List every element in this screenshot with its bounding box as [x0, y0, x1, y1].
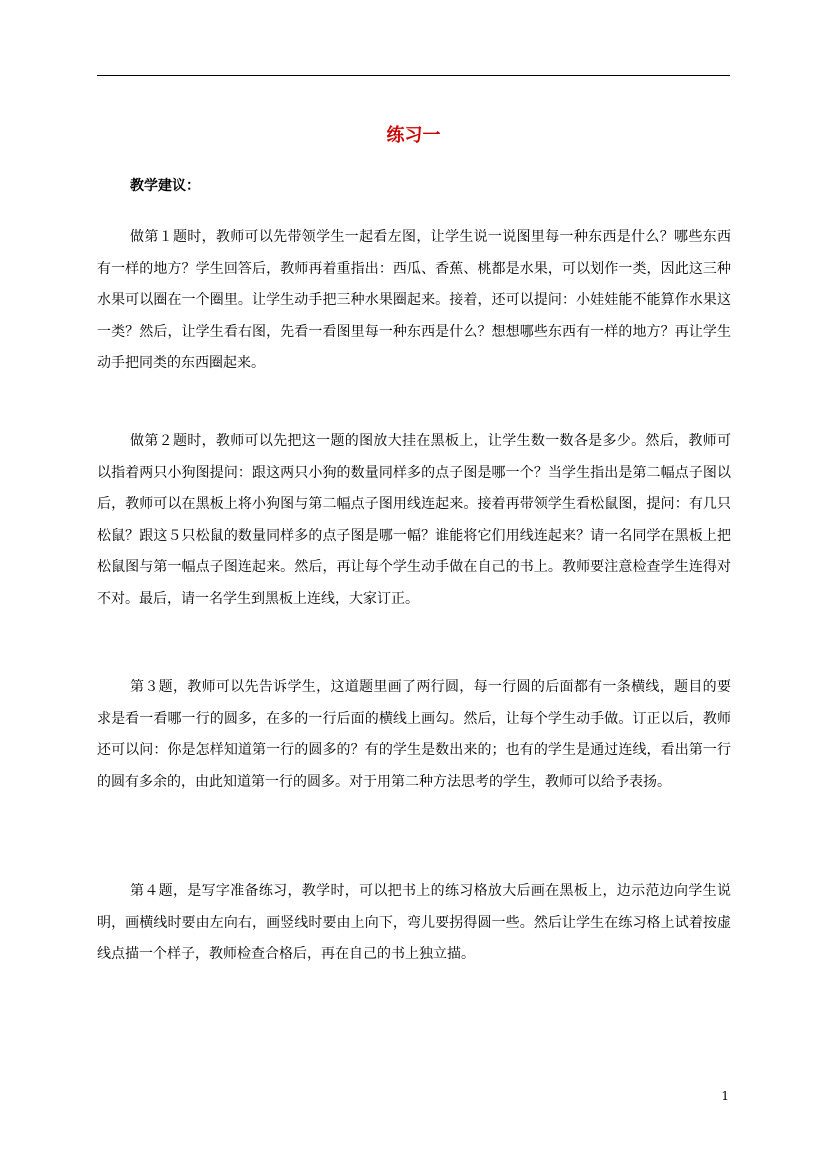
paragraph-exercise-2: 做第２题时，教师可以先把这一题的图放大挂在黑板上，让学生数一数各是多少。然后，教师可以指着两只小狗图提问：跟这两只小狗的数量同样多的点子图是哪一个？当学生指出是第二幅点子图以后，教师可以在黑板上将小狗图与第二幅点子图用线连起来。接着再带领学生看松鼠图，提问：有几只松鼠？跟这５只松鼠的数量同样多的点子图是哪一幅？谁能将它们用线连起来？请一名同学在黑板上把松鼠图与第一幅点子图连起来。然后，再让每个学生动手做在自己的书上。教师要注意检查学生连得对不对。最后，请一名学生到黑板上连线，大家订正。 — [97, 433, 731, 607]
page-title: 练习一 — [386, 125, 441, 146]
page-number: 1 — [721, 1089, 729, 1103]
paragraph-exercise-1: 做第１题时，教师可以先带领学生一起看左图，让学生说一说图里每一种东西是什么？哪些东西有一样的地方？学生回答后，教师再着重指出：西瓜、香蕉、桃都是水果，可以划作一类，因此这三种水果可以圈在一个圈里。让学生动手把三种水果圈起来。接着，还可以提问：小娃娃能不能算作水果这一类？然后，让学生看右图，先看一看图里每一种东西是什么？想想哪些东西有一样的地方？再让学生动手把同类的东西圈起来。 — [97, 229, 731, 371]
paragraph-exercise-3: 第３题，教师可以先告诉学生，这道题里画了两行圆，每一行圆的后面都有一条横线，题目的要求是看一看哪一行的圆多，在多的一行后面的横线上画勾。然后，让每个学生动手做。订正以后，教师还可以问：你是怎样知道第一行的圆多的？有的学生是数出来的；也有的学生是通过连线，看出第一行的圆有多余的，由此知道第一行的圆多。对于用第二种方法思考的学生，教师可以给予表扬。 — [97, 679, 731, 790]
section-label: 教学建议： — [130, 178, 200, 194]
header-rule — [97, 75, 730, 76]
paragraph-exercise-4: 第４题，是写字准备练习，教学时，可以把书上的练习格放大后画在黑板上，边示范边向学生说明，画横线时要由左向右，画竖线时要由上向下，弯儿要拐得圆一些。然后让学生在练习格上试着按虚线点描一个样子，教师检查合格后，再在自己的书上独立描。 — [97, 883, 731, 962]
